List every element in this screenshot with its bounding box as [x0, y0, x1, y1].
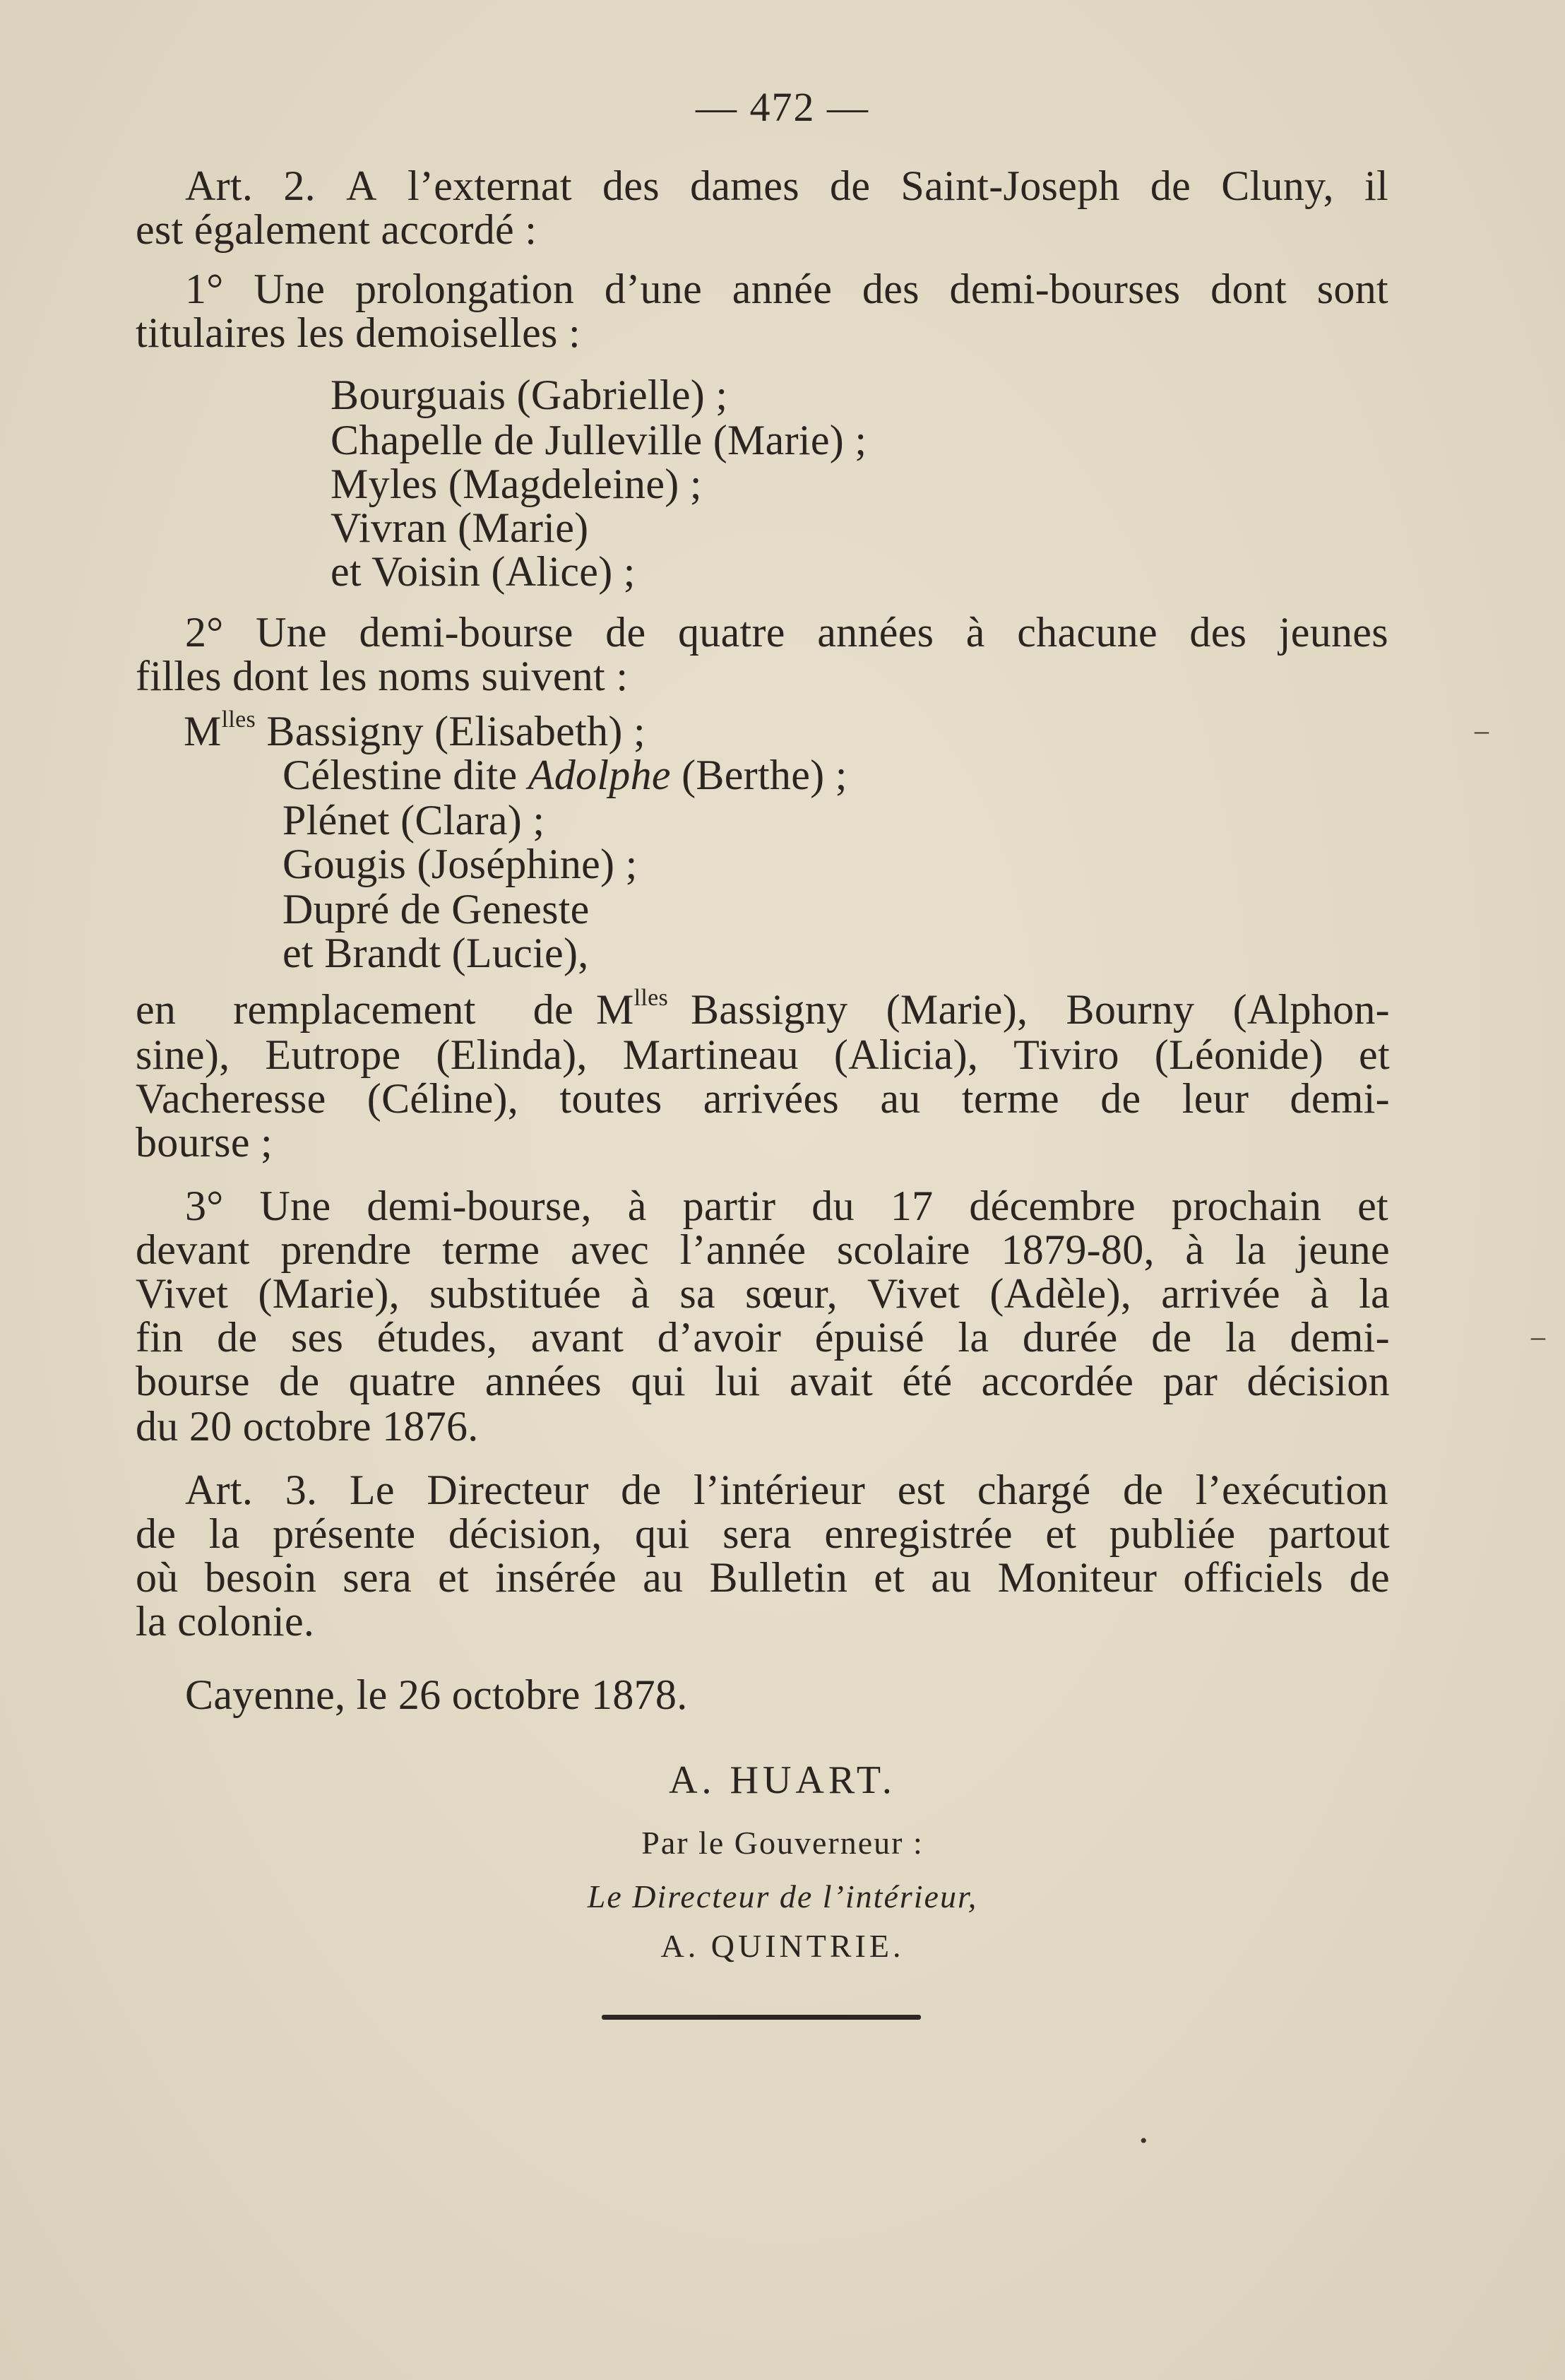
word: (Alicia),	[833, 1031, 979, 1078]
word: Le	[349, 1467, 395, 1513]
item2-line2: filles dont les noms suivent :	[136, 653, 629, 699]
word: présente	[273, 1510, 416, 1557]
article3-line3	[136, 1556, 1390, 1599]
word: accordée	[981, 1358, 1134, 1404]
word: Bassigny	[690, 986, 848, 1033]
replacement-line2	[136, 1033, 1390, 1077]
word: de	[136, 1510, 177, 1557]
word: de	[830, 162, 871, 209]
item2-name-3: Plénet (Clara) ;	[282, 797, 545, 843]
word: avait	[789, 1358, 874, 1404]
word: quatre	[348, 1358, 456, 1404]
word: Bourny	[1066, 986, 1195, 1033]
word: de	[1123, 1467, 1164, 1513]
word: à	[631, 1270, 650, 1317]
word: l’externat	[407, 162, 572, 209]
title-prefix: M	[184, 708, 222, 754]
word: épuisé	[814, 1314, 924, 1361]
word: 2.	[283, 162, 316, 209]
word: fin	[136, 1314, 184, 1361]
word: prolongation	[355, 266, 575, 312]
closing-rule	[602, 2015, 921, 2020]
word: demi-	[1290, 1075, 1390, 1122]
article3-line4: la colonie.	[136, 1598, 315, 1645]
item2-line1	[185, 610, 1388, 654]
item2-name-6: et Brandt (Lucie),	[282, 930, 589, 976]
word: demi-	[1290, 1314, 1390, 1361]
word: au	[643, 1554, 684, 1601]
word: 3°	[185, 1183, 224, 1229]
word: chargé	[977, 1467, 1091, 1513]
word: jeune	[1297, 1226, 1390, 1273]
word: en	[136, 986, 177, 1033]
word: à	[1309, 1270, 1329, 1317]
word: décision	[1246, 1358, 1390, 1404]
item3-line2	[136, 1228, 1390, 1272]
word: d’une	[604, 266, 703, 312]
word: des	[602, 162, 660, 209]
word: sine),	[136, 1031, 230, 1078]
word: la	[1359, 1270, 1390, 1317]
word: Vivet	[136, 1270, 229, 1317]
item2-name-first	[184, 706, 645, 754]
word: à	[965, 609, 985, 656]
word: enregistrée	[824, 1510, 1013, 1557]
word: où	[136, 1554, 179, 1601]
word: 1°	[185, 266, 224, 312]
item1-line2: titulaires les demoiselles :	[136, 309, 581, 356]
word: de	[1100, 1075, 1141, 1122]
word: Vivet	[867, 1270, 960, 1317]
word: des	[1189, 609, 1247, 656]
item3-line5	[136, 1359, 1390, 1403]
margin-mark-dash: ‒	[1475, 714, 1489, 746]
item1-name-3: Myles (Magdeleine) ;	[331, 461, 702, 507]
word: sa	[679, 1270, 715, 1317]
word: qui	[631, 1358, 686, 1404]
word: prochain	[1171, 1183, 1322, 1229]
word: Tiviro	[1013, 1031, 1119, 1078]
replacement-line1: en remplacement de $M^{lles}$ Bassigny (Marie), Bourny (Alphon-	[136, 985, 1390, 1033]
item3-line6: du 20 octobre 1876.	[136, 1403, 479, 1450]
word: arrivées	[703, 1075, 840, 1122]
word: la	[958, 1314, 989, 1361]
word: été	[902, 1358, 953, 1404]
word: devant	[136, 1226, 250, 1273]
word: dames	[690, 162, 799, 209]
word: à	[1185, 1226, 1205, 1273]
word: partout	[1268, 1510, 1390, 1557]
word: demi-bourse	[359, 609, 573, 656]
item2-name-celestine: Célestine dite Adolphe (Berthe) ;	[282, 752, 847, 798]
item1-name-5: et Voisin (Alice) ;	[331, 548, 636, 595]
word: substituée	[429, 1270, 602, 1317]
word: sera	[343, 1554, 412, 1601]
word: terme	[961, 1075, 1059, 1122]
replacement-line4: bourse ;	[136, 1119, 273, 1166]
item3-line1	[185, 1184, 1388, 1228]
word: de	[1150, 162, 1191, 209]
word: études,	[376, 1314, 498, 1361]
word: (Céline),	[367, 1075, 519, 1122]
word: jeunes	[1278, 609, 1388, 656]
word: 1879-80,	[1001, 1226, 1155, 1273]
par-le-gouverneur: Par le Gouverneur :	[641, 1825, 924, 1861]
word: 2°	[185, 609, 224, 656]
word: à	[627, 1183, 647, 1229]
word: décision,	[448, 1510, 602, 1557]
replacement-line3	[136, 1077, 1390, 1120]
date-line: Cayenne, le 26 octobre 1878.	[185, 1671, 688, 1718]
word: partir	[682, 1183, 776, 1229]
italic-nickname: Adolphe	[528, 752, 671, 798]
word: Art.	[185, 162, 254, 209]
word: il	[1364, 162, 1388, 209]
word: Eutrope	[265, 1031, 401, 1078]
word: toutes	[559, 1075, 662, 1122]
word: (Marie),	[258, 1270, 400, 1317]
article2-line1	[185, 164, 1388, 208]
word: Vacheresse	[136, 1075, 326, 1122]
word: années	[484, 1358, 602, 1404]
page-number: — 472 —	[696, 84, 869, 130]
item3-line4	[136, 1315, 1390, 1359]
word: la	[1234, 1226, 1266, 1273]
word: avant	[530, 1314, 624, 1361]
word: A	[346, 162, 377, 209]
word: scolaire	[836, 1226, 970, 1273]
word: 17	[890, 1183, 934, 1229]
word: de	[621, 1467, 662, 1513]
word: lui	[715, 1358, 761, 1404]
item1-name-4: Vivran (Marie)	[331, 504, 589, 551]
margin-mark-arrow: ‒	[1531, 1320, 1545, 1352]
word: et	[1357, 1183, 1388, 1229]
word: Une	[256, 609, 327, 656]
word: d’avoir	[657, 1314, 782, 1361]
word: l’intérieur	[693, 1467, 866, 1513]
word: décembre	[969, 1183, 1136, 1229]
word: au	[880, 1075, 921, 1122]
word: durée	[1022, 1314, 1118, 1361]
title-superscript: lles	[221, 706, 256, 733]
word: Art.	[185, 1467, 254, 1513]
item3-line3	[136, 1272, 1390, 1315]
word: et	[874, 1554, 905, 1601]
word: avec	[570, 1226, 650, 1273]
word: est	[897, 1467, 946, 1513]
word: Cluny,	[1221, 162, 1334, 209]
word: sera	[722, 1510, 792, 1557]
word: l’exécution	[1195, 1467, 1388, 1513]
item2-name-4: Gougis (Joséphine) ;	[282, 841, 638, 887]
word: remplacement	[233, 986, 476, 1033]
word: sœur,	[745, 1270, 838, 1317]
word: de	[1151, 1314, 1192, 1361]
item1-line1	[185, 267, 1388, 311]
first-name: Bassigny (Elisabeth) ;	[266, 708, 645, 754]
word: ses	[290, 1314, 344, 1361]
item1-name-2: Chapelle de Julleville (Marie) ;	[331, 417, 867, 463]
word: (Elinda),	[436, 1031, 588, 1078]
word: dont	[1210, 266, 1287, 312]
word: et	[1359, 1031, 1390, 1078]
word: (Alphon-	[1232, 986, 1390, 1033]
word: qui	[635, 1510, 690, 1557]
word: Une	[254, 266, 326, 312]
word: années	[817, 609, 934, 656]
word: de	[532, 986, 573, 1033]
word: Une	[259, 1183, 331, 1229]
word: demi-bourse,	[367, 1183, 592, 1229]
article2-line2: est également accordé :	[136, 206, 537, 253]
word: arrivée	[1161, 1270, 1280, 1317]
word: Directeur	[427, 1467, 589, 1513]
word: de	[1349, 1554, 1390, 1601]
word: par	[1162, 1358, 1218, 1404]
word: prendre	[280, 1226, 412, 1273]
word: (Léonide)	[1154, 1031, 1324, 1078]
word: la	[208, 1510, 240, 1557]
word: bourse	[136, 1358, 250, 1404]
word: publiée	[1109, 1510, 1236, 1557]
word: l’année	[679, 1226, 807, 1273]
word: Saint-Joseph	[900, 162, 1120, 209]
word: (Marie),	[886, 986, 1028, 1033]
article3-line1	[185, 1468, 1388, 1512]
word: sont	[1316, 266, 1388, 312]
word: et	[438, 1554, 469, 1601]
signatory-name: A. HUART.	[669, 1758, 896, 1802]
word: quatre	[678, 609, 785, 656]
directeur-title: Le Directeur de l’intérieur,	[587, 1878, 978, 1914]
word: demi-bourses	[949, 266, 1181, 312]
word: de	[279, 1358, 320, 1404]
word: Moniteur	[997, 1554, 1158, 1601]
word: Bulletin	[709, 1554, 848, 1601]
word: insérée	[495, 1554, 617, 1601]
word: Martineau	[622, 1031, 799, 1078]
word: année	[732, 266, 833, 312]
word: de	[217, 1314, 258, 1361]
word: de	[605, 609, 646, 656]
item1-name-1: Bourguais (Gabrielle) ;	[331, 372, 728, 418]
item2-name-5: Dupré de Geneste	[282, 886, 590, 933]
word: au	[931, 1554, 972, 1601]
word: officiels	[1183, 1554, 1323, 1601]
word: et	[1045, 1510, 1077, 1557]
word: besoin	[204, 1554, 317, 1601]
word: des	[862, 266, 920, 312]
word: la	[1225, 1314, 1256, 1361]
word: du	[811, 1183, 855, 1229]
second-signatory-name: A. QUINTRIE.	[660, 1928, 905, 1964]
article3-line2	[136, 1512, 1390, 1556]
word: 3.	[285, 1467, 318, 1513]
word: (Adèle),	[989, 1270, 1132, 1317]
word: terme	[442, 1226, 540, 1273]
ink-dot: •	[1140, 2129, 1148, 2153]
word: leur	[1182, 1075, 1249, 1122]
word: chacune	[1017, 609, 1158, 656]
